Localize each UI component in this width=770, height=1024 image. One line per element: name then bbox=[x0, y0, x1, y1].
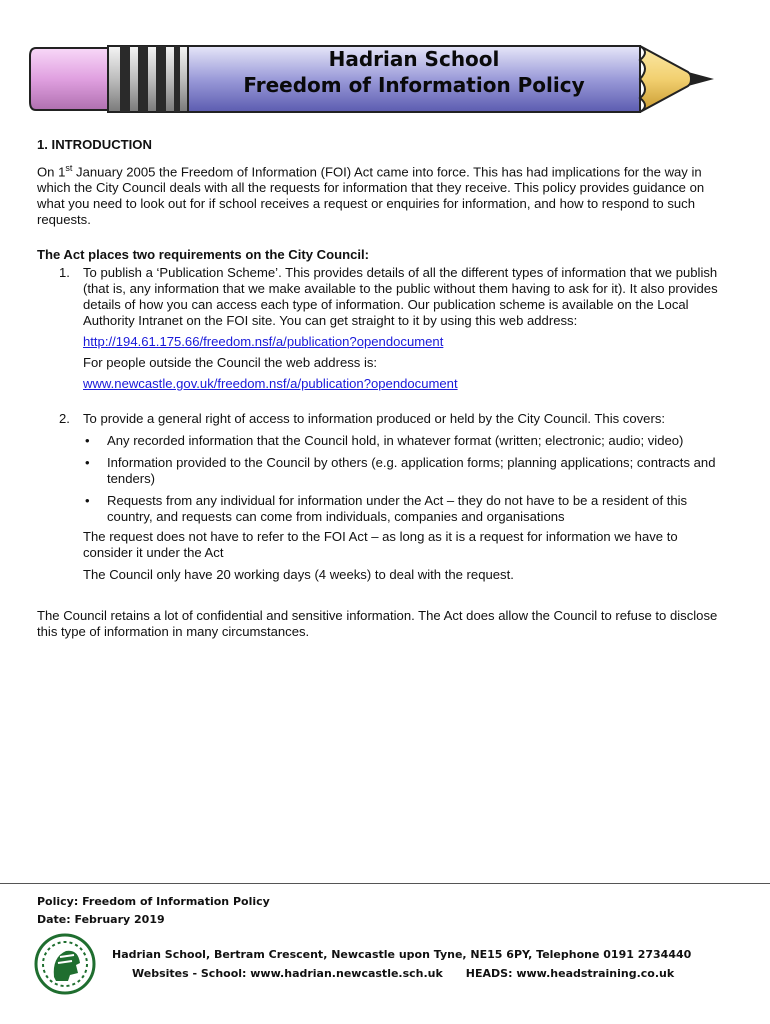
bullet-text: Any recorded information that the Council hold, in whatever format (written; electronic; audio; video) bbox=[107, 433, 684, 449]
item-number: 2. bbox=[59, 411, 70, 427]
requirement-item-1 bbox=[37, 265, 729, 392]
outside-text: For people outside the Council the web address is: bbox=[83, 355, 378, 371]
footer-address: Hadrian School, Bertram Crescent, Newcastle upon Tyne, NE15 6PY, Telephone 0191 2734440 bbox=[112, 948, 692, 961]
public-link[interactable]: www.newcastle.gov.uk/freedom.nsf/a/publication?opendocument bbox=[83, 376, 458, 392]
list-item bbox=[83, 455, 729, 487]
closing-paragraph: The Council retains a lot of confidential and sensitive information. The Act does allow the Council to refuse to disclose this type of information in many circumstances. bbox=[37, 608, 718, 640]
bullet-icon: • bbox=[85, 433, 90, 449]
footer-policy: Policy: Freedom of Information Policy bbox=[37, 895, 270, 908]
banner-title bbox=[234, 46, 594, 98]
intranet-link[interactable]: http://194.61.175.66/freedom.nsf/a/publication?opendocument bbox=[83, 334, 444, 350]
bullet-icon: • bbox=[85, 493, 90, 509]
deadline-note: The Council only have 20 working days (4 weeks) to deal with the request. bbox=[83, 567, 514, 583]
intro-heading: 1. INTRODUCTION bbox=[37, 137, 152, 152]
intro-superscript: st bbox=[65, 163, 73, 173]
footer-divider bbox=[0, 883, 770, 884]
school-logo-icon bbox=[34, 933, 96, 995]
footer-date: Date: February 2019 bbox=[37, 913, 165, 926]
requirement-text: To provide a general right of access to information produced or held by the City Council. This covers: bbox=[83, 411, 665, 427]
requirement-item-2 bbox=[37, 411, 729, 583]
request-note: The request does not have to refer to the FOI Act – as long as it is a request for information we have to consider it under the Act bbox=[83, 529, 678, 561]
footer-websites: Websites - School: www.hadrian.newcastle.sch.uk HEADS: www.headstraining.co.uk bbox=[132, 967, 675, 980]
bullet-icon: • bbox=[85, 455, 90, 471]
list-item bbox=[83, 493, 729, 525]
coverage-list bbox=[83, 433, 729, 525]
school-name: Hadrian School bbox=[328, 47, 500, 71]
requirement-text: To publish a ‘Publication Scheme’. This provides details of all the different types of information that we publish (that is, any information that we make available to the public without them having to ask for it). It also provides details of how you can access each type of information. Our publication scheme is available on the Local Authority Intranet on the FOI site. You can get straight to it by using this web address: bbox=[83, 265, 718, 329]
document-body bbox=[37, 137, 729, 640]
intro-text-start: On 1 bbox=[37, 164, 66, 180]
intro-paragraph bbox=[37, 160, 729, 228]
policy-name: Freedom of Information Policy bbox=[243, 73, 585, 97]
bullet-text: Information provided to the Council by others (e.g. application forms; planning applications; contracts and tenders) bbox=[107, 455, 716, 487]
bullet-text: Requests from any individual for information under the Act – they do not have to be a resident of this country, and requests can come from individuals, companies and organisations bbox=[107, 493, 688, 525]
requirements-list bbox=[37, 265, 729, 583]
requirements-heading: The Act places two requirements on the City Council: bbox=[37, 247, 369, 263]
intro-text-rest: January 2005 the Freedom of Information (FOI) Act came into force. This has had implications for the way in which the City Council deals with all the requests for information that they receive. This policy provides guidance on what you need to look out for if school receives a request or enquiries for information, and how to respond to such requests. bbox=[37, 164, 705, 228]
list-item bbox=[83, 433, 729, 449]
item-number: 1. bbox=[59, 265, 70, 281]
